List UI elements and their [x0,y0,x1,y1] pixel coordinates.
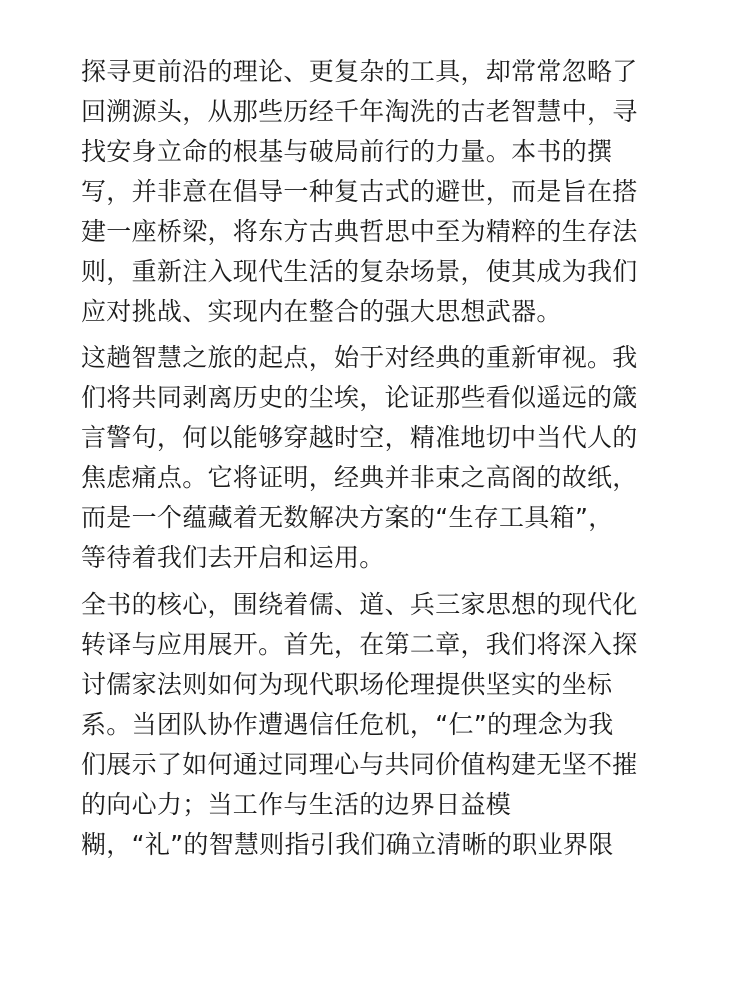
text-line: 而是一个蕴藏着无数解决方案的“生存工具箱”， [81,503,614,532]
text-line: 回溯源头，从那些历经千年淘洗的古老智慧中，寻 [81,97,638,126]
text-line: 应对挑战、实现内在整合的强大思想武器。 [81,297,562,326]
text-line: 言警句，何以能够穿越时空，精准地切中当代人的 [81,423,638,452]
text-line: 的向心力；当工作与生活的边界日益模 [81,790,512,819]
text-line: 糊，“礼”的智慧则指引我们确立清晰的职业界限 [81,830,614,859]
text-line: 建一座桥梁，将东方古典哲思中至为精粹的生存法 [81,217,638,246]
text-line: 们展示了如何通过同理心与共同价值构建无坚不摧 [81,750,638,779]
text-line: 等待着我们去开启和运用。 [81,543,385,572]
text-line: 探寻更前沿的理论、更复杂的工具，却常常忽略了 [81,57,638,86]
paragraph-1 [81,52,681,332]
text-line: 则，重新注入现代生活的复杂场景，使其成为我们 [81,257,638,286]
text-line: 写，并非意在倡导一种复古式的避世，而是旨在搭 [81,177,638,206]
text-line: 转译与应用展开。首先，在第二章，我们将深入探 [81,630,638,659]
text-line: 全书的核心，围绕着儒、道、兵三家思想的现代化 [81,590,638,619]
paragraph-2 [81,338,681,578]
text-line: 系。当团队协作遭遇信任危机，“仁”的理念为我 [81,710,614,739]
text-line: 们将共同剥离历史的尘埃，论证那些看似遥远的箴 [81,383,638,412]
text-line: 讨儒家法则如何为现代职场伦理提供坚实的坐标 [81,670,613,699]
paragraph-3 [81,585,681,865]
text-line: 焦虑痛点。它将证明，经典并非束之高阁的故纸， [81,463,638,492]
text-line: 这趟智慧之旅的起点，始于对经典的重新审视。我 [81,343,638,372]
text-line: 找安身立命的根基与破局前行的力量。本书的撰 [81,137,613,166]
